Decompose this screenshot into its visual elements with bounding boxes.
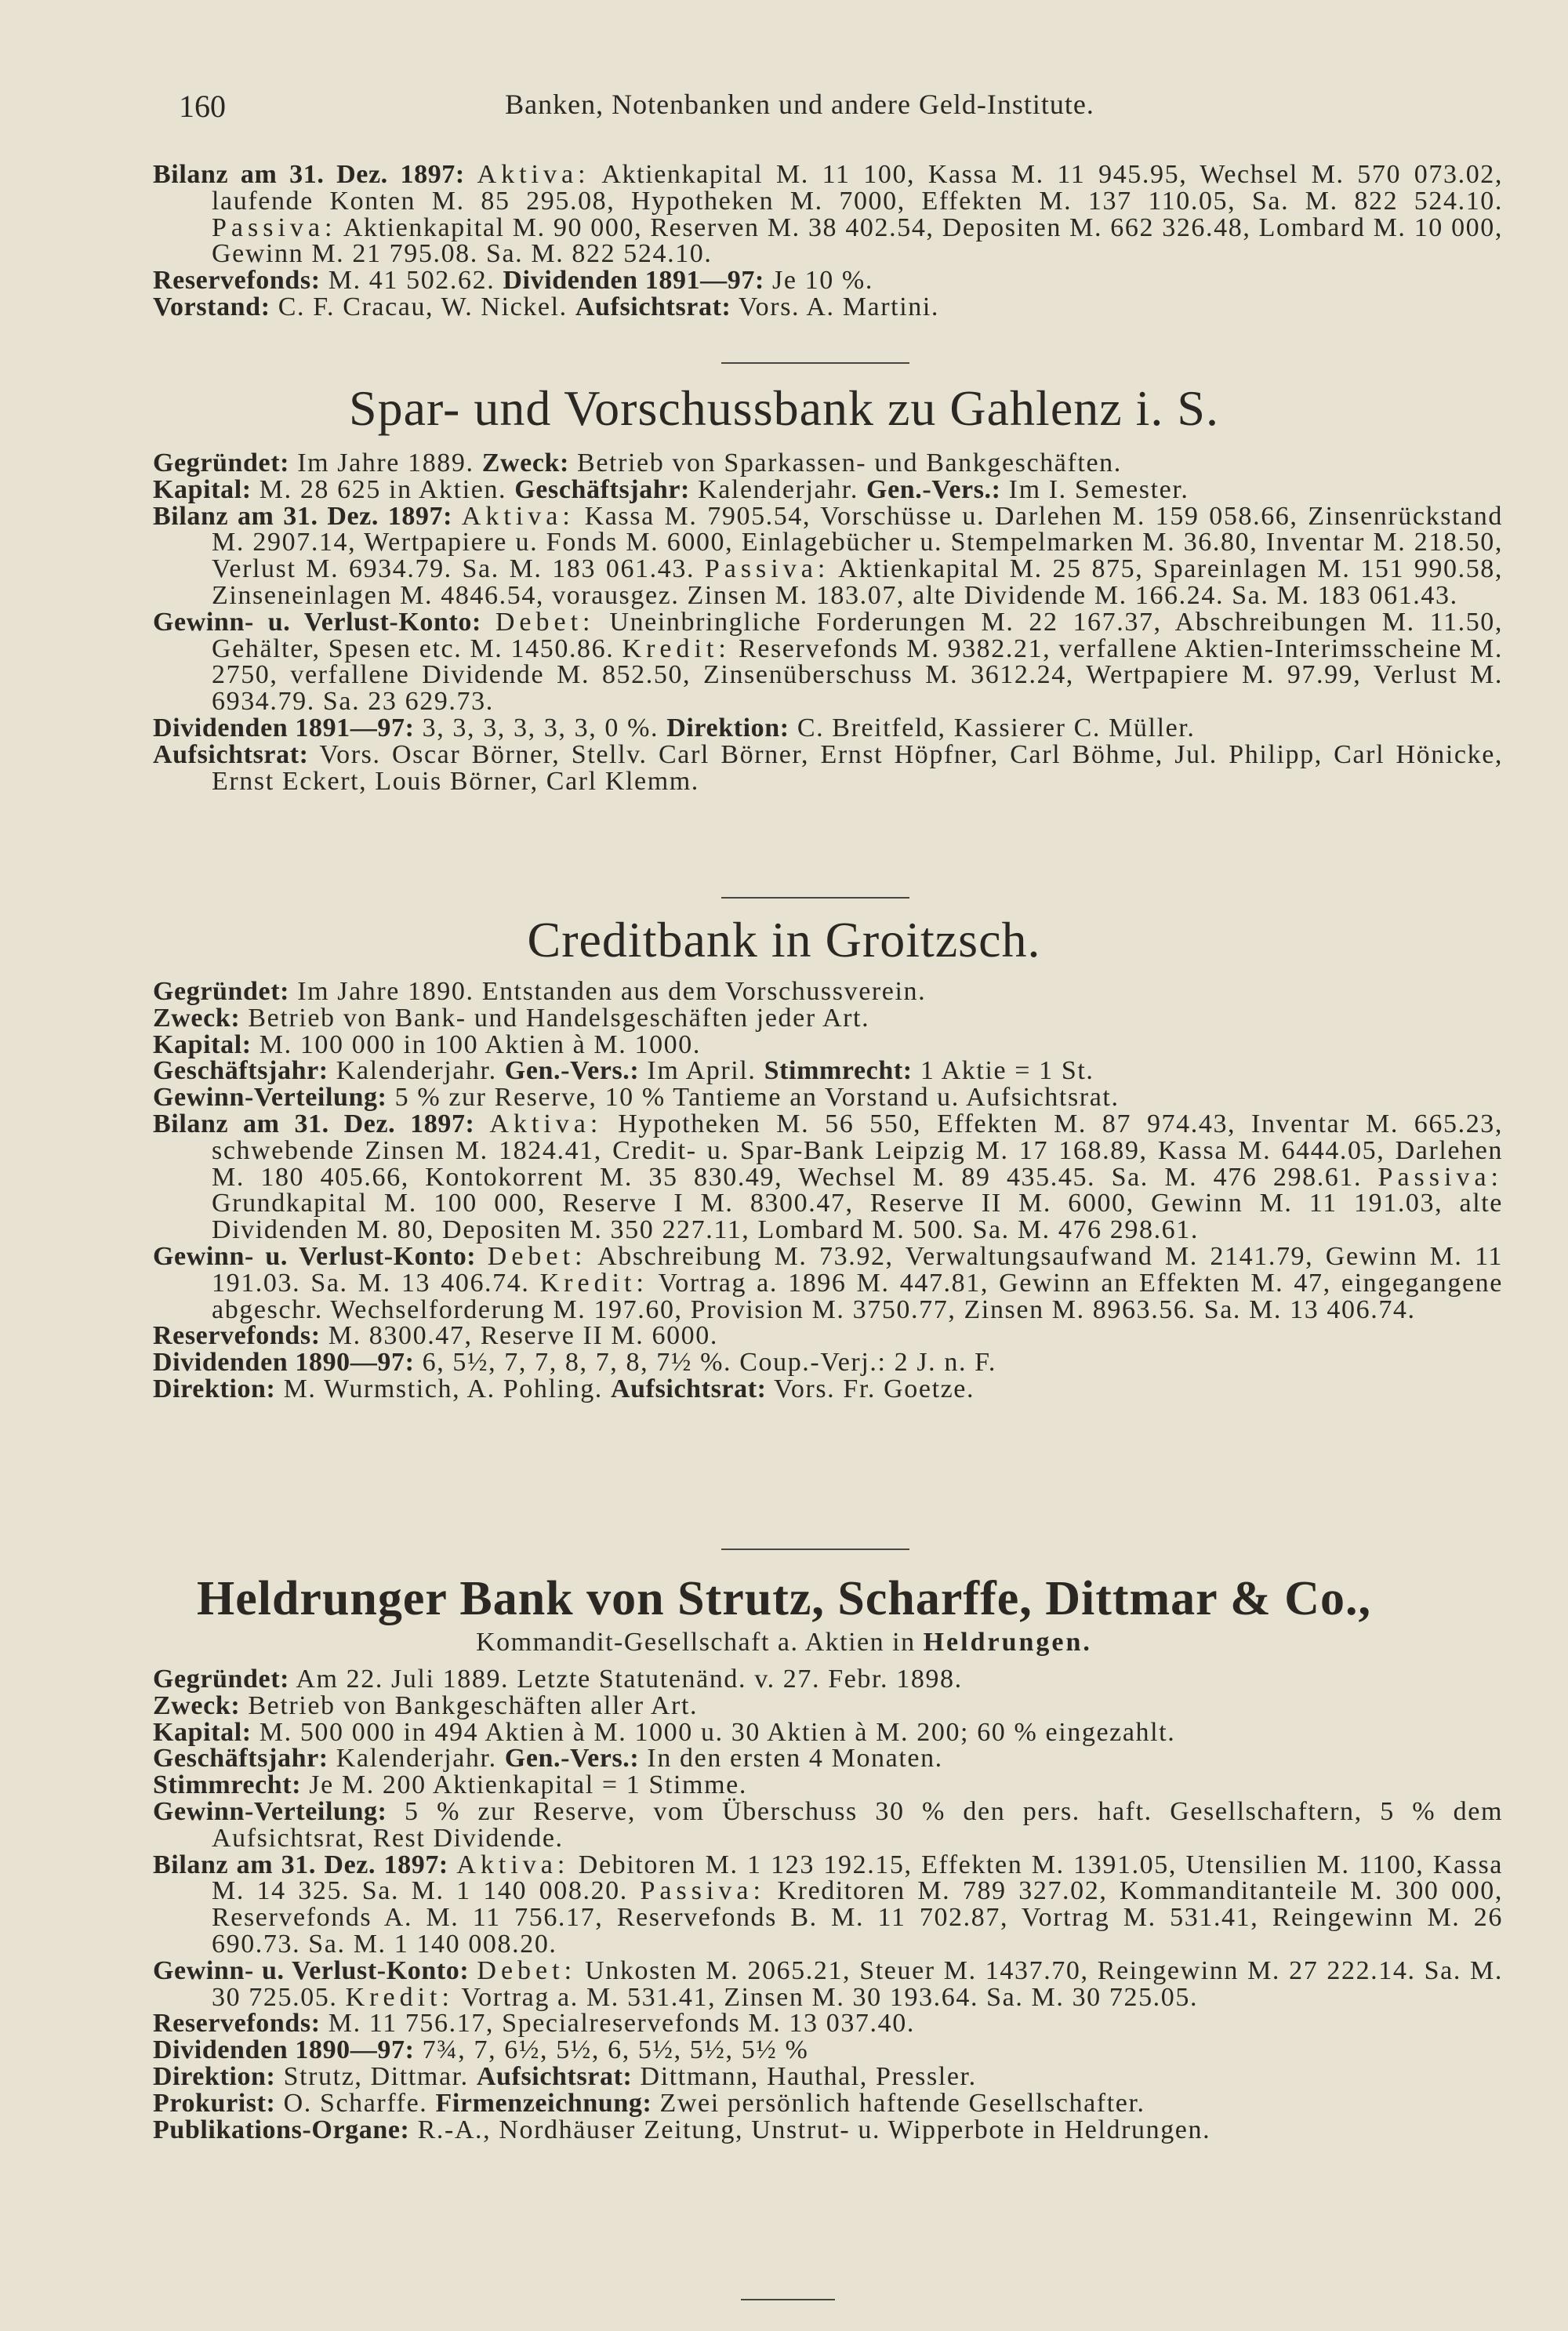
entry-paragraph bbox=[153, 1719, 1503, 1746]
spaced-label: Kredit: bbox=[539, 1268, 648, 1298]
entry-paragraph bbox=[153, 1349, 1503, 1376]
subtitle-text: Kommandit-Gesellschaft a. Aktien in bbox=[476, 1628, 924, 1657]
field-text: M. Wurmstich, A. Pohling. bbox=[275, 1374, 611, 1403]
field-label: Geschäftsjahr: bbox=[153, 1056, 328, 1086]
spaced-label: Aktiva: bbox=[477, 160, 590, 189]
spaced-label: Kredit: bbox=[345, 1982, 454, 2012]
entry-paragraph bbox=[153, 503, 1503, 609]
field-label: Bilanz am 31. Dez. 1897: bbox=[153, 1109, 490, 1138]
entry-paragraph bbox=[153, 294, 1503, 321]
field-label: Gen.-Vers.: bbox=[504, 1744, 640, 1774]
field-label: Firmenzeichnung: bbox=[435, 2088, 652, 2118]
field-text: Strutz, Dittmar. bbox=[275, 2061, 477, 2091]
spaced-label: Aktiva: bbox=[456, 1850, 570, 1879]
field-label: Vorstand: bbox=[153, 292, 270, 321]
field-text: C. Breitfeld, Kassierer C. Müller. bbox=[789, 713, 1196, 743]
spaced-label: Aktiva: bbox=[461, 501, 575, 531]
field-text: 7¾, 7, 6½, 5½, 6, 5½, 5½, 5½ % bbox=[414, 2035, 809, 2065]
field-text: R.-A., Nordhäuser Zeitung, Unstrut- u. Wipperbote in Heldrungen. bbox=[409, 2115, 1211, 2144]
spaced-label: Passiva: bbox=[1377, 1162, 1503, 1192]
field-label: Kapital: bbox=[153, 1717, 252, 1747]
field-text: Je M. 200 Aktienkapital = 1 Stimme. bbox=[301, 1770, 747, 1800]
field-label: Aufsichtsrat: bbox=[611, 1374, 767, 1403]
field-text: O. Scharffe. bbox=[275, 2088, 436, 2118]
spaced-label: Debet: bbox=[487, 1241, 587, 1271]
field-text: 6, 5½, 7, 7, 8, 7, 8, 7½ %. Coup.-Verj.: 2 J. n. F. bbox=[414, 1348, 997, 1378]
field-text: In den ersten 4 Monaten. bbox=[639, 1744, 943, 1774]
field-text: M. 100 000 in 100 Aktien à M. 1000. bbox=[251, 1029, 701, 1059]
field-label: Direktion: bbox=[153, 1374, 276, 1403]
field-label: Direktion: bbox=[153, 2061, 276, 2091]
spaced-label: Kredit: bbox=[622, 634, 731, 663]
field-label: Publikations-Organe: bbox=[153, 2115, 410, 2144]
entry-subtitle-heldrungen bbox=[0, 1628, 1568, 1657]
section-divider bbox=[721, 897, 909, 899]
running-head: Banken, Notenbanken und andere Geld-Institute. bbox=[505, 89, 1094, 120]
field-label: Aufsichtsrat: bbox=[575, 292, 731, 321]
field-text: Aktienkapital M. 90 000, Reserven M. 38 402.54, Depositen M. 662 326.48, Lombard M. 10 000, Gewinn M. 21 795.08. Sa. M. 822 524.10. bbox=[212, 212, 1503, 269]
field-label: Stimmrecht: bbox=[153, 1770, 302, 1800]
entry-paragraph bbox=[153, 2037, 1503, 2064]
entry-title-gahlenz: Spar- und Vorschussbank zu Gahlenz i. S. bbox=[349, 380, 1219, 436]
entry-paragraph bbox=[153, 715, 1503, 742]
entry-groitzsch bbox=[153, 979, 1503, 1403]
entry-paragraph bbox=[153, 1029, 1503, 1059]
field-label: Geschäftsjahr: bbox=[153, 1744, 328, 1774]
spaced-label: Debet: bbox=[477, 1955, 577, 1985]
field-label: Kapital: bbox=[153, 474, 252, 504]
field-text: Vortrag a. 1896 M. 447.81, Gewinn an Effekten M. 47, eingegangene abgeschr. Wechselforderung M. 197.60, Provision M. 3750.77, Zinsen M. 8963.56. Sa. M. 13 406.74. bbox=[212, 1268, 1503, 1324]
field-text: Kassa M. 7905.54, Vorschüsse u. Darlehen M. 159 058.66, Zinsenrückstand M. 2907.14, Wertpapiere u. Fonds M. 6000, Einlagebücher u. Stempelmarken M. 36.80, Inventar M. 218.50, Verlust M. 6934.79. Sa. M. 183 061.43. bbox=[212, 501, 1503, 584]
field-text: M. 11 756.17, Specialreservefonds M. 13 037.40. bbox=[320, 2009, 915, 2039]
field-text: Am 22. Juli 1889. Letzte Statutenänd. v. 27. Febr. 1898. bbox=[289, 1665, 963, 1694]
entry-paragraph bbox=[153, 1852, 1503, 1958]
entry-paragraph bbox=[153, 1666, 1503, 1693]
field-text: Kreditoren M. 789 327.02, Kommanditanteile M. 300 000, Reservefonds A. M. 11 756.17, Reservefonds B. M. 11 702.87, Vortrag M. 531.41, Reingewinn M. 26 690.73. Sa. M. 1 140 008.20. bbox=[212, 1876, 1503, 1959]
entry-paragraph bbox=[153, 1084, 1503, 1111]
field-text: Im I. Semester. bbox=[1000, 474, 1189, 504]
field-text: Uneinbringliche Forderungen M. 22 167.37, Abschreibungen M. 11.50, Gehälter, Spesen etc. M. 1450.86. bbox=[212, 607, 1503, 663]
entry-paragraph bbox=[153, 609, 1503, 715]
field-label: Dividenden 1891—97: bbox=[153, 713, 415, 743]
entry-paragraph bbox=[153, 1241, 1504, 1324]
field-label: Gen.-Vers.: bbox=[504, 1056, 640, 1086]
field-text: Aktienkapital M. 11 100, Kassa M. 11 945.95, Wechsel M. 570 073.02, laufende Konten M. 85 295.08, Hypotheken M. 7000, Effekten M. 137 110.05, Sa. M. 822 524.10. bbox=[212, 160, 1503, 216]
spaced-label: Debet: bbox=[495, 607, 595, 637]
field-text: Betrieb von Bank- und Handelsgeschäften jeder Art. bbox=[240, 1003, 870, 1033]
entry-paragraph bbox=[153, 1058, 1503, 1084]
entry-heldrungen bbox=[153, 1666, 1503, 2143]
field-text: Kalenderjahr. bbox=[328, 1744, 505, 1774]
field-text: Debitoren M. 1 123 192.15, Effekten M. 1391.05, Utensilien M. 1100, Kassa M. 14 325. Sa. M. 1 140 008.20. bbox=[212, 1850, 1503, 1906]
field-label: Stimmrecht: bbox=[764, 1056, 913, 1086]
field-label: Gewinn- u. Verlust-Konto: bbox=[153, 1241, 488, 1271]
field-label: Reservefonds: bbox=[153, 2009, 321, 2039]
field-text: Dittmann, Hauthal, Pressler. bbox=[632, 2061, 977, 2091]
field-text: Je 10 %. bbox=[764, 266, 873, 296]
field-text: 3, 3, 3, 3, 3, 3, 0 %. bbox=[414, 713, 667, 743]
page-number: 160 bbox=[179, 89, 226, 124]
field-label: Zweck: bbox=[481, 448, 569, 477]
field-label: Dividenden 1891—97: bbox=[503, 266, 764, 296]
entry-paragraph bbox=[153, 162, 1503, 267]
field-label: Geschäftsjahr: bbox=[514, 474, 690, 504]
entry-paragraph bbox=[153, 979, 1503, 1005]
field-label: Gewinn-Verteilung: bbox=[153, 1796, 387, 1826]
field-text: Betrieb von Bankgeschäften aller Art. bbox=[240, 1690, 699, 1720]
entry-paragraph bbox=[153, 1005, 1503, 1032]
entry-paragraph bbox=[153, 1690, 1503, 1720]
field-text: Vortrag a. M. 531.41, Zinsen M. 30 193.64. Sa. M. 30 725.05. bbox=[453, 1982, 1199, 2012]
field-text: Abschreibung M. 73.92, Verwaltungsaufwand M. 2141.79, Gewinn M. 11 191.03. Sa. M. 13 406.74. bbox=[212, 1241, 1504, 1298]
field-label: Gewinn- u. Verlust-Konto: bbox=[153, 607, 495, 637]
field-text: 5 % zur Reserve, 10 % Tantieme an Vorstand u. Aufsichtsrat. bbox=[387, 1083, 1120, 1113]
field-label: Gen.-Vers.: bbox=[866, 474, 1001, 504]
spaced-label: Aktiva: bbox=[489, 1109, 603, 1138]
entry-paragraph bbox=[153, 2061, 1503, 2091]
entry-paragraph bbox=[153, 2117, 1503, 2144]
field-text: Betrieb von Sparkassen- und Bankgeschäften. bbox=[568, 448, 1122, 477]
field-label: Bilanz am 31. Dez. 1897: bbox=[153, 1850, 457, 1879]
entry-paragraph bbox=[153, 450, 1503, 477]
entry-paragraph bbox=[153, 474, 1503, 504]
entry-paragraph bbox=[153, 1772, 1503, 1799]
section-divider bbox=[721, 1549, 909, 1550]
entry-paragraph bbox=[153, 1796, 1503, 1853]
entry-title-groitzsch: Creditbank in Groitzsch. bbox=[527, 912, 1041, 968]
entry-paragraph bbox=[153, 2090, 1503, 2117]
entry-previous-bank bbox=[153, 162, 1503, 321]
field-text: C. F. Cracau, W. Nickel. bbox=[270, 292, 575, 321]
entry-paragraph bbox=[153, 267, 1503, 294]
field-text: Vors. Fr. Goetze. bbox=[766, 1374, 975, 1403]
field-label: Prokurist: bbox=[153, 2088, 276, 2118]
entry-title-heldrungen: Heldrunger Bank von Strutz, Scharffe, Dittmar & Co., bbox=[196, 1572, 1371, 1625]
field-label: Direktion: bbox=[666, 713, 789, 743]
field-text: Im April. bbox=[639, 1056, 764, 1086]
field-label: Gegründet: bbox=[153, 977, 290, 1006]
field-text: M. 8300.47, Reserve II M. 6000. bbox=[320, 1321, 718, 1351]
field-label: Aufsichtsrat: bbox=[153, 739, 309, 769]
spaced-label: Passiva: bbox=[704, 554, 830, 584]
spaced-label: Passiva: bbox=[212, 212, 337, 242]
field-text: Im Jahre 1890. Entstanden aus dem Vorschussverein. bbox=[289, 977, 927, 1006]
field-label: Reservefonds: bbox=[153, 266, 321, 296]
field-text: Aktienkapital M. 25 875, Spareinlagen M. 151 990.58, Zinseneinlagen M. 4846.54, vorausgez. Zinsen M. 183.07, alte Dividende M. 166.24. Sa. M. 183 061.43. bbox=[212, 554, 1504, 610]
field-text: Vors. Oscar Börner, Stellv. Carl Börner, Ernst Höpfner, Carl Böhme, Jul. Philipp, Carl Hönicke, Ernst Eckert, Louis Börner, Carl Klemm. bbox=[212, 739, 1503, 796]
field-label: Reservefonds: bbox=[153, 1321, 321, 1351]
field-text: Vors. A. Martini. bbox=[731, 292, 939, 321]
field-text: M. 500 000 in 494 Aktien à M. 1000 u. 30 Aktien à M. 200; 60 % eingezahlt. bbox=[251, 1717, 1176, 1747]
field-label: Bilanz am 31. Dez. 1897: bbox=[153, 501, 462, 531]
field-text: Reservefonds M. 9382.21, verfallene Aktien-Interimsscheine M. 2750, verfallene Dividende M. 852.50, Zinsenüberschuss M. 3612.24, Wertpapiere M. 97.99, Verlust M. 6934.79. Sa. 23 629.73. bbox=[212, 634, 1503, 717]
field-label: Gewinn-Verteilung: bbox=[153, 1083, 387, 1113]
entry-paragraph bbox=[153, 1955, 1503, 2012]
field-label: Gewinn- u. Verlust-Konto: bbox=[153, 1955, 477, 1985]
field-text: Im Jahre 1889. bbox=[289, 448, 482, 477]
entry-paragraph bbox=[153, 739, 1503, 796]
field-text: M. 41 502.62. bbox=[320, 266, 503, 296]
field-label: Kapital: bbox=[153, 1029, 252, 1059]
field-label: Dividenden 1890—97: bbox=[153, 2035, 415, 2065]
field-label: Zweck: bbox=[153, 1690, 241, 1720]
spaced-label: Passiva: bbox=[640, 1876, 765, 1906]
entry-paragraph bbox=[153, 1323, 1503, 1349]
field-label: Zweck: bbox=[153, 1003, 241, 1033]
entry-gahlenz bbox=[153, 450, 1503, 794]
field-text: 5 % zur Reserve, vom Überschuss 30 % den pers. haft. Gesellschaftern, 5 % dem Aufsichtsrat, Rest Dividende. bbox=[212, 1796, 1503, 1853]
field-text: Hypotheken M. 56 550, Effekten M. 87 974.43, Inventar M. 665.23, schwebende Zinsen M. 1824.41, Credit- u. Spar-Bank Leipzig M. 17 168.89, Kassa M. 6444.05, Darlehen M. 180 405.66, Kontokorrent M. 35 830.49, Wechsel M. 89 435.45. Sa. M. 476 298.61. bbox=[212, 1109, 1504, 1192]
field-label: Dividenden 1890—97: bbox=[153, 1348, 415, 1378]
field-label: Gegründet: bbox=[153, 448, 290, 477]
end-divider bbox=[741, 2299, 835, 2300]
entry-paragraph bbox=[153, 1745, 1503, 1772]
field-label: Bilanz am 31. Dez. 1897: bbox=[153, 160, 477, 189]
field-text: Kalenderjahr. bbox=[328, 1056, 505, 1086]
field-text: M. 28 625 in Aktien. bbox=[251, 474, 515, 504]
entry-paragraph bbox=[153, 1376, 1503, 1403]
field-label: Aufsichtsrat: bbox=[476, 2061, 633, 2091]
section-divider bbox=[721, 362, 909, 364]
subtitle-place: Heldrungen. bbox=[923, 1628, 1092, 1657]
field-text: Grundkapital M. 100 000, Reserve I M. 8300.47, Reserve II M. 6000, Gewinn M. 11 191.03, alte Dividenden M. 80, Depositen M. 350 227.11, Lombard M. 500. Sa. M. 476 298.61. bbox=[212, 1189, 1503, 1245]
field-text: 1 Aktie = 1 St. bbox=[912, 1056, 1094, 1086]
field-label: Gegründet: bbox=[153, 1665, 290, 1694]
entry-paragraph bbox=[153, 1111, 1503, 1244]
field-text: Zwei persönlich haftende Gesellschafter. bbox=[652, 2088, 1145, 2118]
field-text: Kalenderjahr. bbox=[689, 474, 867, 504]
entry-paragraph bbox=[153, 2010, 1503, 2037]
field-text: Unkosten M. 2065.21, Steuer M. 1437.70, Reingewinn M. 27 222.14. Sa. M. 30 725.05. bbox=[212, 1955, 1503, 2012]
